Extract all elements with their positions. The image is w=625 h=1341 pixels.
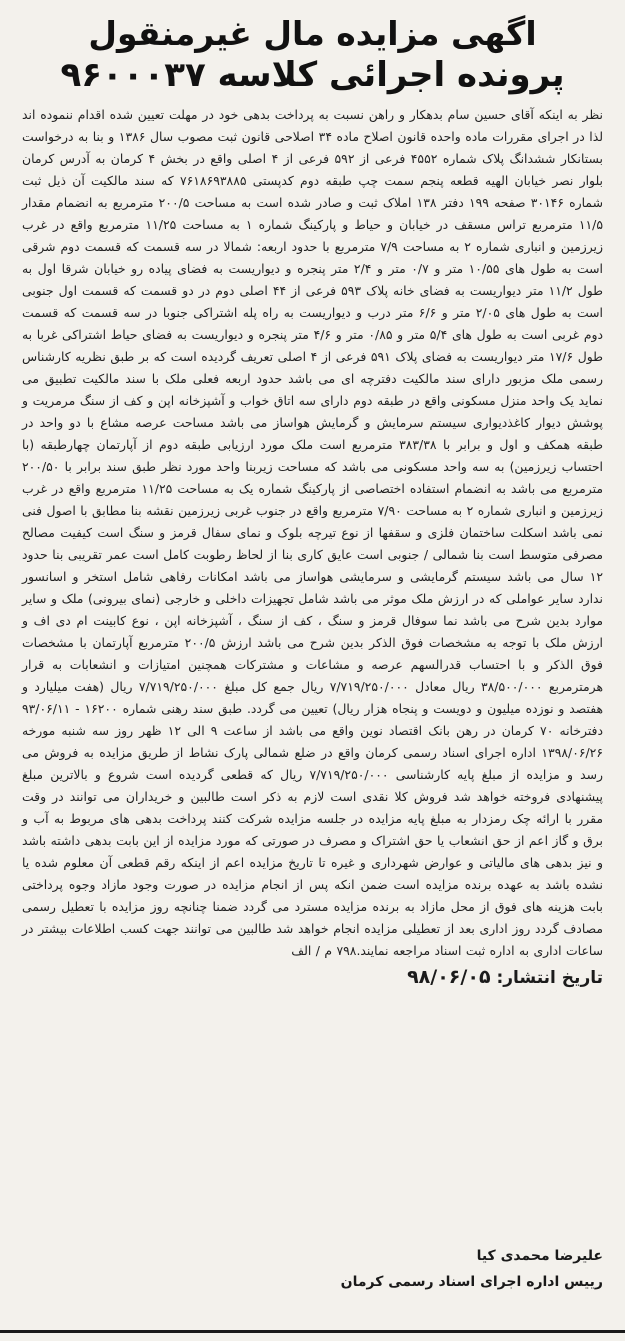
publish-date-value: ۹۸/۰۶/۰۵ (407, 966, 491, 988)
publish-date-label: تاریخ انتشار: (496, 968, 603, 988)
bottom-divider (0, 1330, 625, 1333)
case-number-title: پرونده اجرائی کلاسه ۹۶۰۰۰۳۷ (60, 55, 565, 95)
signatory-title: رییس اداره اجرای اسناد رسمی کرمان (340, 1274, 603, 1290)
signature-block (341, 1243, 603, 1295)
notice-title: اگهی مزایده مال غیرمنقول (88, 14, 537, 53)
signatory-name: علیرضا محمدی کیا (476, 1248, 603, 1264)
notice-body: نظر به اینکه آقای حسین سام بدهکار و راهن نسبت به پرداخت بدهی خود در مهلت تعیین شده اقدام ننموده اند لذا در اجرای مقررات ماده واحده قانون اصلاح ماده ۳۴ اصلاحی قانون ثبت مصوب سال ۱۳۸۶ و بنا به درخواست بستانکار ششدانگ پلاک شماره ۴۵۵۲ فرعی از ۵۹۲ فرعی از ۴ اصلی واقع در بخش ۴ کرمان به آدرس کرمان بلوار نصر خیابان الهیه قطعه پنجم سمت چپ طبقه دوم کدپستی ۷۶۱۸۶۹۳۸۸۵ که سند مالکیت آن ذیل ثبت شماره ۳۰۱۴۶ صفحه ۱۹۹ دفتر ۱۳۸ املاک ثبت و صادر شده است به مساحت ۲۰۰/۵ مترمربع به انضمام مقدار ۱۱/۵ مترمربع تراس مسقف در خیابان و حیاط و پارکینگ شماره ۱ به مساحت ۱۱/۲۵ مترمربع واقع در غرب زیرزمین و انباری شماره ۲ به مساحت ۷/۹ مترمربع با حدود اربعه: شمالا در سه قسمت که قسمت دوم شرقی است به طول های ۱۰/۵۵ متر و ۰/۷ متر و ۲/۴ متر پنجره و دیواریست به فضای پیاده رو خیابان شرقا اول به طول ۱۱/۲ متر دیواریست به فضای خانه پلاک ۵۹۳ فرعی از ۴۴ اصلی دوم در دو قسمت که قسمت اول جنوبی است به طول های ۲/۰۵ متر و ۶/۶ متر درب و دیواریست به راه پله اشتراکی جنوبا در سه قسمت که قسمت دوم غربی است به طول های ۵/۴ متر و ۰/۸۵ متر و ۴/۶ متر پنجره و دیواریست به فضای حیاط اشتراکی غربا به طول ۱۷/۶ متر دیواریست به فضای پلاک ۵۹۱ فرعی از ۴ اصلی تعریف گردیده است که بر طبق نظریه کارشناس رسمی ملک مزبور دارای سند مالکیت دفترچه ای می باشد حدود اربعه فعلی ملک با سند مالکیت تطبیق می نماید یک واحد منزل مسکونی واقع در طبقه دوم دارای سه اتاق خواب و آشپزخانه اپن و کف از سنگ مرمریت و پوشش دیوار کاغذدیواری سیستم سرمایش و گرمایش هواساز می باشد مساحت عرصه مشاع با دو واحد در طبقه همکف و اول و برابر با ۳۸۳/۳۸ مترمربع است ملک مورد ارزیابی طبقه دوم از آپارتمان چهارطبقه (با احتساب زیرزمین) به سه واحد مسکونی می باشد که مساحت زیربنا واحد مورد نظر طبق سند برابر با ۲۰۰/۵۰ مترمربع می باشد به انضمام استفاده اختصاصی از پارکینگ شماره یک به مساحت ۱۱/۲۵ مترمربع واقع در غرب زیرزمین و انباری شماره ۲ به مساحت ۷/۹۰ مترمربع واقع در جنوب غربی زیرزمین نقشه بنا مطابق با اصول فنی نمی باشد اسکلت ساختمان فلزی و سقفها از نوع تیرچه بلوک و نمای سفال قرمز و سنگ است کیفیت مصالح مصرفی متوسط است بنا شمالی / جنوبی است عایق کاری بنا از لحاظ رطوبت کامل است عمر تقریبی بنا حدود ۱۲ سال می باشد سیستم گرمایشی و سرمایشی هواساز می باشد امکانات رفاهی شامل استخر و اسانسور ندارد سایر عواملی که در ارزش ملک موثر می باشد شامل تجهیزات داخلی و خارجی (نمای بیرونی) ملک و سایر موارد بدین شرح می باشد نما سوفال قرمز و سنگ ، کف از سنگ ، آشپزخانه اپن ، نوع کابینت ام دی اف و ارزش ملک با توجه به مشخصات فوق الذکر بدین شرح می باشد ارزش ۲۰۰/۵ مترمربع آپارتمان با مشخصات فوق الذکر و با احتساب قدرالسهم عرصه و مشاعات و مشترکات همچنین امتیازات و انشعابات به قرار هرمترمربع ۳۸/۵۰۰/۰۰۰ ریال معادل ۷/۷۱۹/۲۵۰/۰۰۰ ریال جمع کل مبلغ ۷/۷۱۹/۲۵۰/۰۰۰ ریال (هفت میلیارد و هفتصد و نوزده میلیون و دویست و پنجاه هزار ریال) تعیین می گردد. طبق سند رهنی شماره ۱۶۲۰۰ - ۹۳/۰۶/۱۱ دفترخانه ۷۰ کرمان در رهن بانک اقتصاد نوین واقع می باشد از ساعت ۹ الی ۱۲ ظهر روز سه شنبه مورخه ۱۳۹۸/۰۶/۲۶ اداره اجرای اسناد رسمی کرمان واقع در ضلع شمالی پارک نشاط از طریق مزایده به فروش می رسد و مزایده از مبلغ پایه کارشناسی ۷/۷۱۹/۲۵۰/۰۰۰ ریال که قطعی گردیده است شروع و بالاترین مبلغ پیشنهادی فروخته خواهد شد فروش کلا نقدی است لازم به ذکر است طالبین و خریداران می توانند در وقت مقرر با ارائه چک رمزدار به مبلغ پایه مزایده در جلسه مزایده شرکت کنند پرداخت بدهی های مربوط به آب و برق و گاز اعم از حق انشعاب یا حق اشتراک و مصرف در صورتی که مورد مزایده از این بابت بدهی داشته باشد و نیز بدهی های مالیاتی و عوارض شهرداری و غیره تا تاریخ مزایده اعم از اینکه رقم قطعی آن معلوم شده یا نشده باشد به عهده برنده مزایده است ضمن انکه پس از انجام مزایده در صورت وجود مازاد وجوه پرداختی بابت هزینه های فوق از محل مازاد به برنده مزایده مسترد می گردد ضمنا چنانچه روز مزایده با تعطیل رسمی مصادف گردد روز اداری بعد از تعطیلی مزایده انجام خواهد شد طالبین می توانند جهت کسب اطلاعات بیشتر در ساعات اداری به اداره ثبت اسناد مراجعه نمایند.۷۹۸ م / الف (22, 107, 604, 958)
publish-date-line (22, 964, 603, 991)
